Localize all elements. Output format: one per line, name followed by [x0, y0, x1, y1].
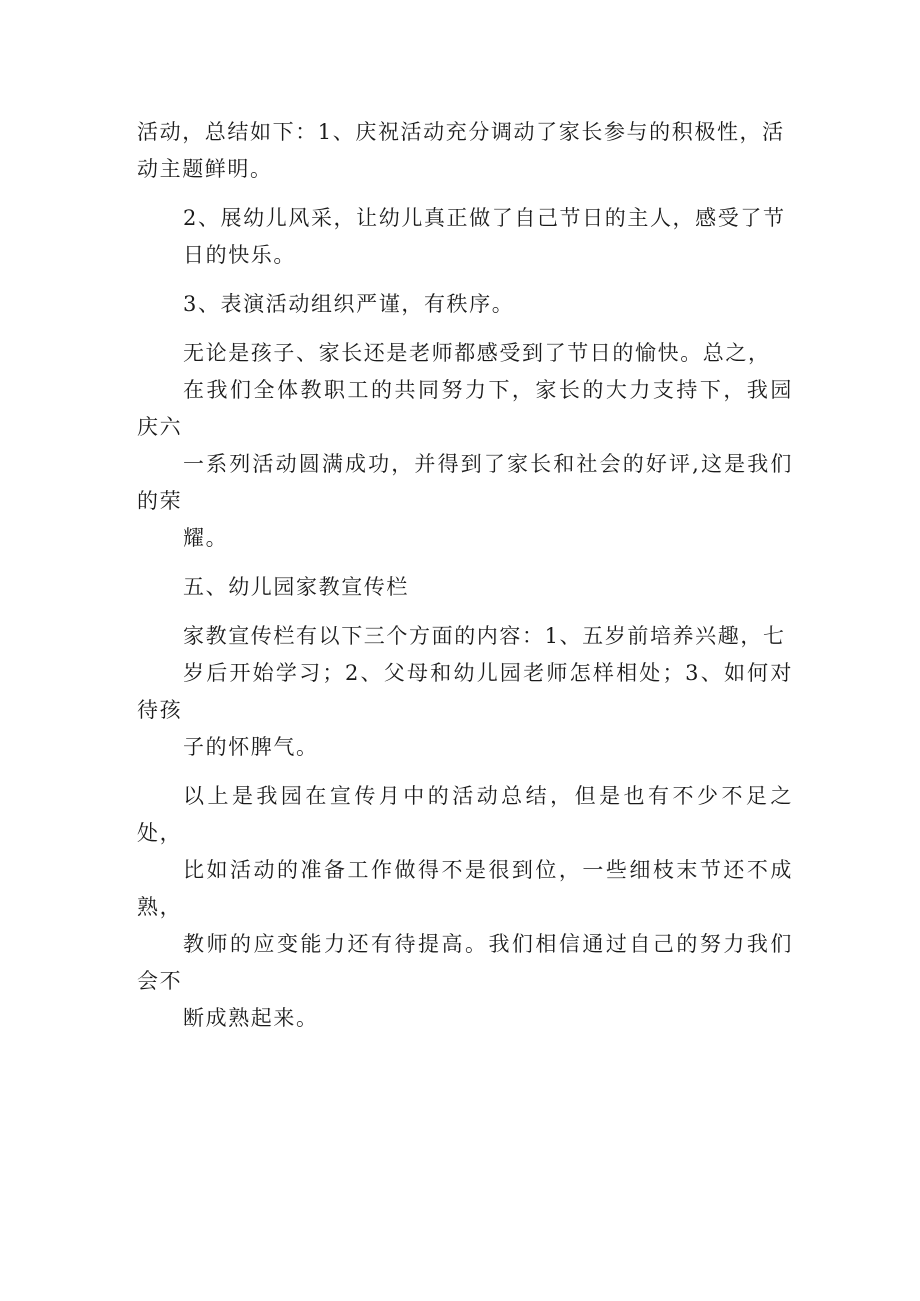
text-line: 耀。: [183, 526, 229, 550]
paragraph-summary-3: [137, 286, 793, 323]
text-line: 动主题鲜明。: [137, 157, 273, 181]
text-line: 无论是孩子、家长还是老师都感受到了节日的愉快。总之，: [183, 341, 771, 365]
text-line: 教师的应变能力还有待提高。我们相信通过自己的努力我们会不: [137, 932, 793, 993]
text-line: 岁后开始学习；2、父母和幼儿园老师怎样相处；3、如何对待孩: [137, 661, 793, 722]
paragraph-conclusion: [137, 335, 793, 557]
text-line: 五、幼儿园家教宣传栏: [183, 575, 409, 599]
paragraph-summary-2: [137, 200, 793, 274]
paragraph-summary-1: [137, 114, 793, 188]
text-line: 日的快乐。: [183, 243, 296, 267]
paragraph-closing: [137, 778, 793, 1037]
text-line: 活动，总结如下：1、庆祝活动充分调动了家长参与的积极性，活: [137, 120, 785, 144]
paragraph-bulletin: [137, 618, 793, 766]
text-line: 一系列活动圆满成功，并得到了家长和社会的好评,这是我们的荣: [137, 452, 793, 513]
text-line: 3、表演活动组织严谨，有秩序。: [183, 292, 515, 316]
text-line: 2、展幼儿风采，让幼儿真正做了自己节日的主人，感受了节: [183, 206, 786, 230]
text-line: 断成熟起来。: [183, 1006, 319, 1030]
document-body: [137, 114, 793, 1049]
text-line: 比如活动的准备工作做得不是很到位，一些细枝末节还不成熟，: [137, 858, 793, 919]
text-line: 家教宣传栏有以下三个方面的内容：1、五岁前培养兴趣，七: [183, 624, 786, 648]
text-line: 以上是我园在宣传月中的活动总结，但是也有不少不足之处，: [137, 784, 793, 845]
text-line: 在我们全体教职工的共同努力下，家长的大力支持下，我园庆六: [137, 378, 793, 439]
section-heading: [137, 569, 793, 606]
text-line: 子的怀脾气。: [183, 735, 319, 759]
